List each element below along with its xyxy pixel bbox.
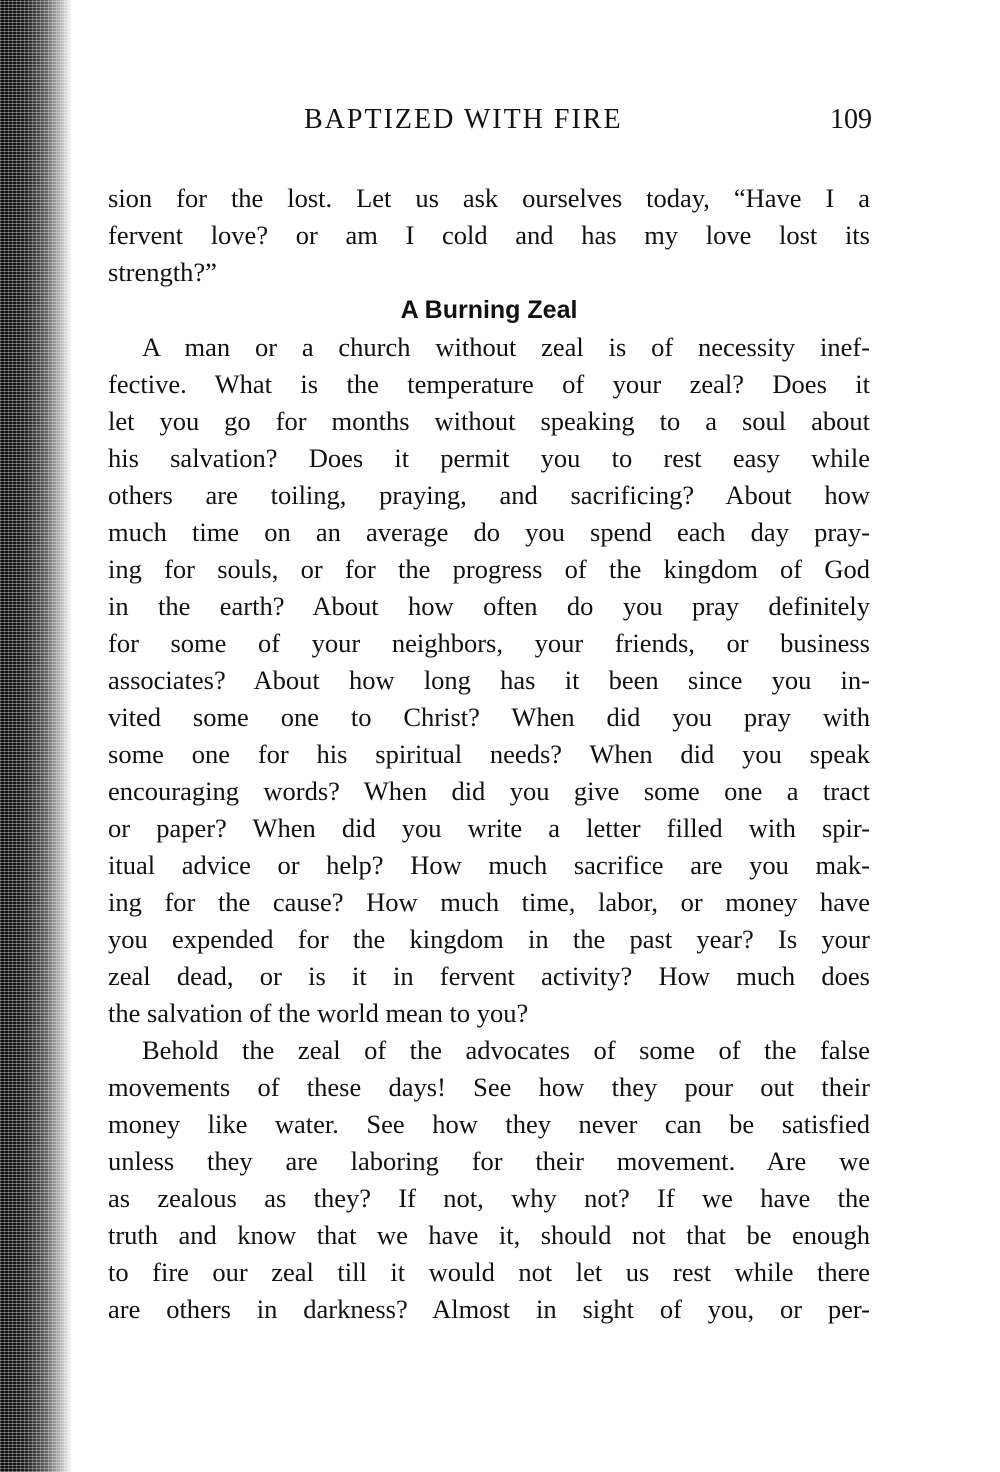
text-line: truth and know that we have it, should not that be enough <box>108 1220 870 1250</box>
text-line: you expended for the kingdom in the past year? Is your <box>108 924 870 954</box>
text-line: money like water. See how they never can be satisfied <box>108 1109 870 1139</box>
text-line: for some of your neighbors, your friends, or business <box>108 628 870 658</box>
text-line: others are toiling, praying, and sacrificing? About how <box>108 480 870 510</box>
text-line: movements of these days! See how they pour out their <box>108 1072 870 1102</box>
text-line: vited some one to Christ? When did you pray with <box>108 702 870 732</box>
page-number: 109 <box>830 104 872 135</box>
body-text <box>108 180 870 1328</box>
paragraph-3 <box>108 1032 870 1328</box>
text-line: zeal dead, or is it in fervent activity? How much does <box>108 961 870 991</box>
text-line: fective. What is the temperature of your zeal? Does it <box>108 369 870 399</box>
text-line: some one for his spiritual needs? When did you speak <box>108 739 870 769</box>
scan-gutter-shadow <box>0 0 72 1472</box>
text-line: unless they are laboring for their movement. Are we <box>108 1146 870 1176</box>
text-line: as zealous as they? If not, why not? If we have the <box>108 1183 870 1213</box>
text-line: the salvation of the world mean to you? <box>108 998 529 1028</box>
text-line: fervent love? or am I cold and has my love lost its <box>108 220 870 250</box>
text-line: ing for the cause? How much time, labor, or money have <box>108 887 870 917</box>
text-line: Behold the zeal of the advocates of some of the false <box>142 1035 870 1065</box>
text-line: sion for the lost. Let us ask ourselves today, “Have I a <box>108 183 870 213</box>
text-line: are others in darkness? Almost in sight of you, or per- <box>108 1294 870 1324</box>
paragraph-2 <box>108 329 870 1032</box>
text-line: ing for souls, or for the progress of the kingdom of God <box>108 554 870 584</box>
section-heading: A Burning Zeal <box>400 296 578 324</box>
text-line: his salvation? Does it permit you to rest easy while <box>108 443 870 473</box>
text-line: encouraging words? When did you give some one a tract <box>108 776 870 806</box>
text-line: to fire our zeal till it would not let us rest while there <box>108 1257 870 1287</box>
running-head-title: BAPTIZED WITH FIRE <box>304 104 623 135</box>
text-line: in the earth? About how often do you pray definitely <box>108 591 870 621</box>
text-line: itual advice or help? How much sacrifice are you mak- <box>108 850 870 880</box>
text-line: associates? About how long has it been since you in- <box>108 665 870 695</box>
paragraph-1 <box>108 180 870 291</box>
text-line: or paper? When did you write a letter filled with spir- <box>108 813 870 843</box>
text-line: strength?” <box>108 257 217 287</box>
text-line: much time on an average do you spend each day pray- <box>108 517 870 547</box>
text-line: let you go for months without speaking to a soul about <box>108 406 870 436</box>
text-line: A man or a church without zeal is of necessity inef- <box>142 332 870 362</box>
running-head <box>108 104 872 144</box>
